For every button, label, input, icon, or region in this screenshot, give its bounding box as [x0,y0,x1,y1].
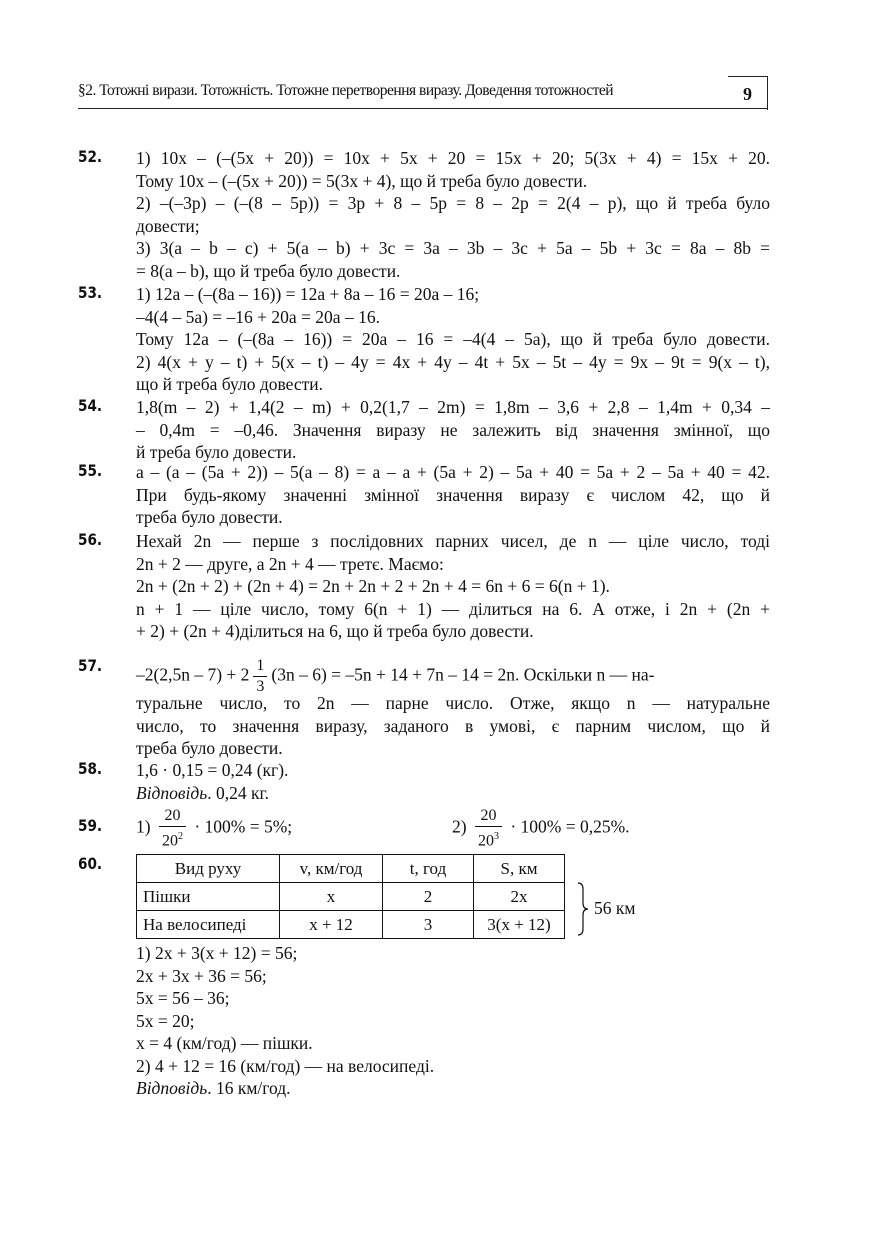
problem-number: 59. [78,816,103,835]
text-line: Тому 12a – (–(8a – 16)) = 20a – 16 = –4(4 – 5a), що й треба було довести. [136,329,770,349]
problem-number: 56. [78,530,103,549]
table-cell: Пішки [137,883,280,911]
answer-label: Відповідь [136,782,208,803]
problem-body [136,396,770,464]
total-distance-label: 56 км [594,898,636,918]
problem-body [136,147,770,282]
table-cell: 2x [474,883,565,911]
problem-body [136,656,770,760]
problem-body [136,854,770,1100]
table-header: v, км/год [280,855,383,883]
problem-number: 53. [78,283,103,302]
table-cell: 2 [383,883,474,911]
problem-body [136,461,770,529]
table-row [137,883,565,911]
problem-number: 54. [78,396,103,415]
text-line: туральне число, то 2n — парне число. Отже, якщо n — натуральне [136,693,770,713]
text-line-with-fraction [136,656,770,695]
text-segment: –2(2,5n – 7) + 2 [136,664,250,685]
denominator-base: 20 [477,832,494,850]
denominator-base: 20 [161,832,178,850]
table-header-row [137,855,565,883]
problem-number: 57. [78,656,103,675]
fraction-denominator [159,827,186,851]
table-cell: x [280,883,383,911]
answer-text: . 16 км/год. [207,1078,291,1098]
text-line: 1) 12a – (–(8a – 16)) = 12a + 8a – 16 = 20a – 16; [136,284,480,304]
fraction-numerator: 20 [159,806,186,827]
table-header: S, км [474,855,565,883]
text-line: що й треба було довести. [136,374,324,394]
fraction-denominator [475,827,502,851]
problem-number: 55. [78,461,103,480]
text-line: треба було довести. [136,738,283,758]
answer-label: Відповідь [136,1078,208,1098]
header-rule [78,108,768,109]
text-line: = 8(a – b), що й треба було довести. [136,260,401,281]
answer-line [136,1077,770,1100]
text-line: Нехай 2n — перше з послідовних парних чисел, де n — ціле число, тоді [136,531,770,551]
text-line: 2n + 2 — друге, а 2n + 4 — третє. Маємо: [136,553,444,574]
table-cell: 3(x + 12) [474,911,565,939]
part-2 [452,806,630,851]
table-cell: 3 [383,911,474,939]
table-row [137,911,565,939]
fraction-denominator: 3 [256,678,265,695]
fraction [253,656,267,697]
fraction-numerator: 20 [475,806,502,827]
fraction-numerator: 1 [253,656,267,677]
motion-table [136,854,565,939]
text-segment: (3n – 6) = –5n + 14 + 7n – 14 = 2n. Оскільки n — на- [271,664,655,685]
text-line: + 2) + (2n + 4)ділиться на 6, що й треба було довести. [136,621,534,641]
text-line: 3) 3(a – b – c) + 5(a – b) + 3c = 3a – 3b – 3c + 5a – 5b + 3c = 8a – 8b = [136,238,770,258]
text-line: x = 4 (км/год) — пішки. [136,1033,313,1053]
text-line: число, то значення виразу, заданого в умові, є парним числом, що й [136,715,770,736]
text-line: –4(4 – 5a) = –16 + 20a = 20a – 16. [136,306,380,327]
table-block [136,854,770,942]
text-line: 5x = 20; [136,1010,195,1031]
curly-brace [576,882,590,936]
section-title: §2. Тотожні вирази. Тотожність. Тотожне перетворення виразу. Доведення тотожностей [78,82,614,99]
text-line: 2) 4 + 12 = 16 (км/год) — на велосипеді. [136,1055,435,1076]
text-line: 1,8(m – 2) + 1,4(2 – m) + 0,2(1,7 – 2m) = 1,8m – 3,6 + 2,8 – 1,4m + 0,34 – [136,397,770,417]
text-line: 1) 10x – (–(5x + 20)) = 10x + 5x + 20 = 15x + 20; 5(3x + 4) = 15x + 20. [136,148,770,168]
part-label: 1) [136,816,151,837]
text-line: a – (a – (5a + 2)) – 5(a – 8) = a – a + (5a + 2) – 5a + 40 = 5a + 2 – 5a + 40 = 42. [136,462,770,482]
text-line: 1,6 · 0,15 = 0,24 (кг). [136,760,289,780]
text-line: Тому 10x – (–(5x + 20)) = 5(3x + 4), що й треба було довести. [136,170,588,191]
table-cell: На велосипеді [137,911,280,939]
text-line: 5x = 56 – 36; [136,988,230,1008]
problem-body [136,806,770,852]
text-line: довести; [136,215,200,236]
page-number: 9 [728,76,768,110]
problem-body [136,759,770,804]
problem-body [136,530,770,643]
problem-number: 60. [78,854,103,873]
text-line: 2) 4(x + y – t) + 5(x – t) – 4y = 4x + 4y – 4t + 5x – 5t – 4y = 9x – 9t = 9(x – t), [136,351,770,372]
text-line: При будь-якому значенні змінної значення виразу є числом 42, що й [136,484,770,505]
text-line: 2) –(–3p) – (–(8 – 5p)) = 3p + 8 – 5p = 8 – 2p = 2(4 – p), що й треба було [136,193,770,213]
text-line: 2x + 3x + 36 = 56; [136,965,267,986]
fraction [159,806,186,851]
problem-number: 58. [78,759,103,778]
text-segment: · 100% = 0,25%. [510,816,630,837]
part-label: 2) [452,816,467,837]
text-line: й треба було довести. [136,442,297,462]
table-header: t, год [383,855,474,883]
denominator-exponent: 2 [177,831,183,842]
answer-line [136,782,770,805]
text-line: 1) 2x + 3(x + 12) = 56; [136,943,298,963]
text-line: 2n + (2n + 2) + (2n + 4) = 2n + 2n + 2 + 2n + 4 = 6n + 6 = 6(n + 1). [136,576,610,596]
table-cell: x + 12 [280,911,383,939]
problem-number: 52. [78,147,103,166]
text-segment: · 100% = 5%; [194,816,293,837]
text-line: n + 1 — ціле число, тому 6(n + 1) — ділиться на 6. А отже, і 2n + (2n + [136,598,770,619]
part-1 [136,806,292,851]
table-header: Вид руху [137,855,280,883]
text-line: треба було довести. [136,507,283,527]
fraction [475,806,502,851]
problem-body [136,283,770,396]
answer-text: . 0,24 кг. [207,782,270,803]
text-line: – 0,4m = –0,46. Значення виразу не залежить від значення змінної, що [136,419,770,440]
page-header [78,76,768,110]
denominator-exponent: 3 [493,831,499,842]
